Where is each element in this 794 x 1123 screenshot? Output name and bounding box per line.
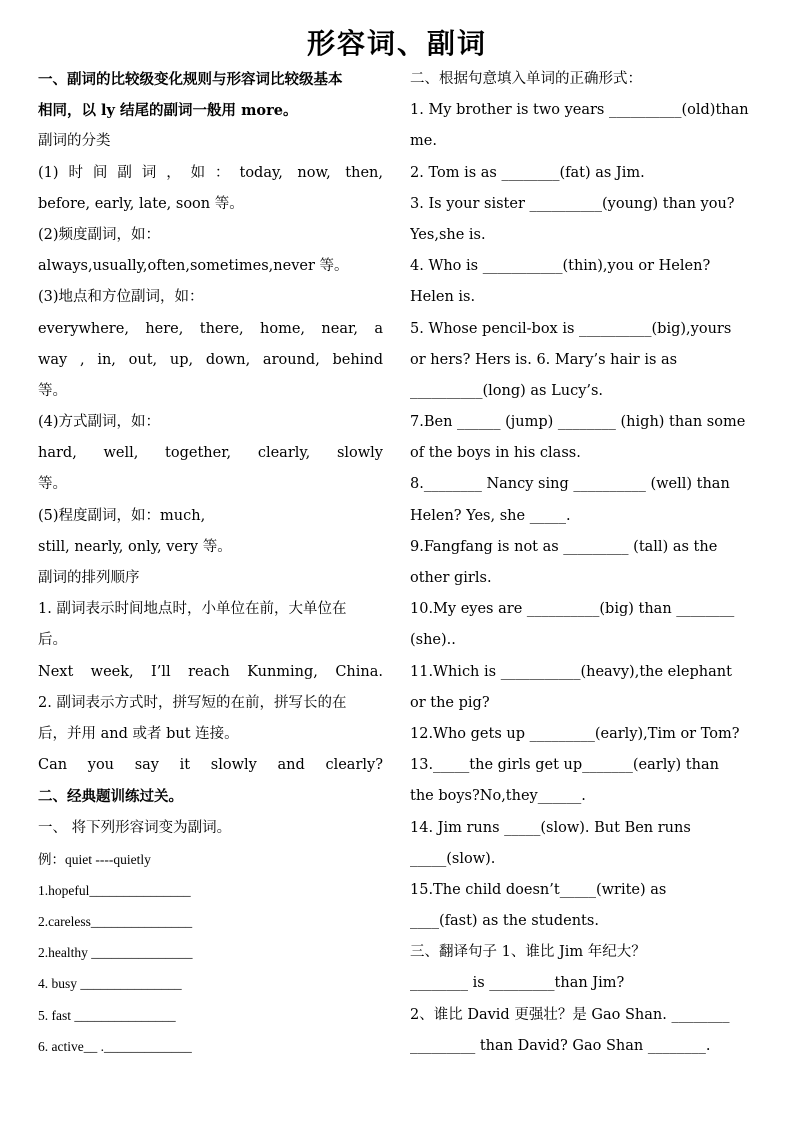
exercise-line: 15.The child doesn’t_____(write) as [410, 881, 667, 898]
text-line: (5)程度副词，如：much, [38, 507, 206, 524]
section-heading-cont: 相同，以 ly 结尾的副词一般用 more。 [38, 102, 298, 120]
exercise-line: Helen? Yes, she _____. [410, 507, 571, 524]
text-line: (1)时间副词，如：today, now, then, [38, 164, 383, 181]
exercise-line: __________(long) as Lucy’s. [410, 382, 604, 399]
text-line: 等。 [38, 382, 67, 399]
exercise-line: 4. Who is ___________(thin),you or Helen? [410, 258, 711, 275]
text-line: always,usually,often,sometimes,never 等。 [38, 258, 349, 275]
exercise-line: or the pig? [410, 694, 490, 711]
page-title: 形容词、副词 [306, 27, 487, 60]
exercise-line: 13._____the girls get up_______(early) than [410, 757, 719, 774]
text-line: 后。 [38, 632, 67, 649]
text-line: 1. 副词表示时间地点时，小单位在前，大单位在 [38, 601, 347, 618]
exercise-line: other girls. [410, 570, 492, 586]
exercise-line: _________ than David? Gao Shan ________. [410, 1037, 711, 1054]
exercise-item: 2.careless_______________ [38, 914, 193, 930]
exercise-item: 6. active__ ._____________ [38, 1038, 192, 1054]
text-line: before, early, late, soon 等。 [38, 195, 244, 212]
exercise-item: 5. fast _______________ [38, 1007, 176, 1023]
exercise-line: of the boys in his class. [410, 445, 581, 462]
exercise-item: 2.healthy _______________ [38, 945, 193, 961]
left-column [38, 64, 383, 1062]
text-line: way , in, out, up, down, around, behind [38, 351, 383, 368]
text-line: 后，并用 and 或者 but 连接。 [38, 725, 239, 742]
text-line: 副词的分类 [38, 133, 111, 150]
exercise-line: 14. Jim runs _____(slow). But Ben runs [410, 819, 691, 836]
text-line: 一、 将下列形容词变为副词。 [38, 819, 232, 836]
exercise-item: 4. busy _______________ [38, 976, 182, 992]
exercise-line: 2. Tom is as ________(fat) as Jim. [410, 164, 645, 181]
exercise-line: 7.Ben ______ (jump) ________ (high) than some [410, 414, 746, 431]
exercise-line: ____(fast) as the students. [410, 913, 599, 930]
text-line: (4)方式副词，如： [38, 414, 161, 431]
text-line: (2)频度副词，如： [38, 226, 161, 243]
example-line: 例：quiet ----quietly [38, 851, 151, 867]
exercise-item: 1.hopeful_______________ [38, 882, 191, 898]
section-heading: 二、经典题训练过关。 [38, 788, 183, 806]
text-line: 副词的排列顺序 [38, 570, 140, 586]
exercise-line: Helen is. [410, 289, 476, 306]
exercise-line: 5. Whose pencil-box is __________(big),yours [410, 320, 732, 337]
text-line: hard, well, together, clearly, slowly [38, 445, 383, 462]
exercise-line: 10.My eyes are __________(big) than ________ [410, 601, 735, 618]
exercise-line: the boys?No,they______. [410, 788, 586, 805]
text-line: Next week, I’ll reach Kunming, China. [38, 663, 383, 680]
exercise-line: 12.Who gets up _________(early),Tim or Tom? [410, 725, 740, 742]
section-heading: 二、根据句意填入单词的正确形式： [410, 71, 642, 87]
text-line: still, nearly, only, very 等。 [38, 538, 232, 555]
text-line: everywhere, here, there, home, near, a [38, 320, 383, 337]
exercise-line: 3. Is your sister __________(young) than you? [410, 195, 735, 212]
exercise-line: ________ is _________than Jim? [410, 975, 625, 992]
exercise-line: 1. My brother is two years __________(old)than [410, 102, 749, 119]
text-line: Can you say it slowly and clearly? [38, 757, 383, 774]
exercise-line: or hers? Hers is. 6. Mary’s hair is as [410, 351, 678, 368]
exercise-line: 8.________ Nancy sing __________ (well) than [410, 476, 730, 493]
section-heading: 一、副词的比较级变化规则与形容词比较级基本 [38, 71, 343, 88]
text-line: (3)地点和方位副词，如： [38, 289, 204, 306]
right-column [410, 64, 758, 1062]
exercise-line: _____(slow). [410, 850, 496, 867]
exercise-line: (she).. [410, 632, 456, 649]
exercise-line: 9.Fangfang is not as _________ (tall) as the [410, 538, 718, 555]
section-heading: 三、翻译句子 1、谁比 Jim 年纪大？ [410, 944, 646, 961]
text-line: 2. 副词表示方式时，拼写短的在前，拼写长的在 [38, 694, 347, 711]
exercise-line: me. [410, 133, 437, 150]
exercise-line: 2、谁比 David 更强壮？是 Gao Shan. ________ [410, 1006, 730, 1023]
exercise-line: 11.Which is ___________(heavy),the elephant [410, 663, 732, 680]
text-line: 等。 [38, 476, 67, 493]
exercise-line: Yes,she is. [410, 226, 486, 243]
